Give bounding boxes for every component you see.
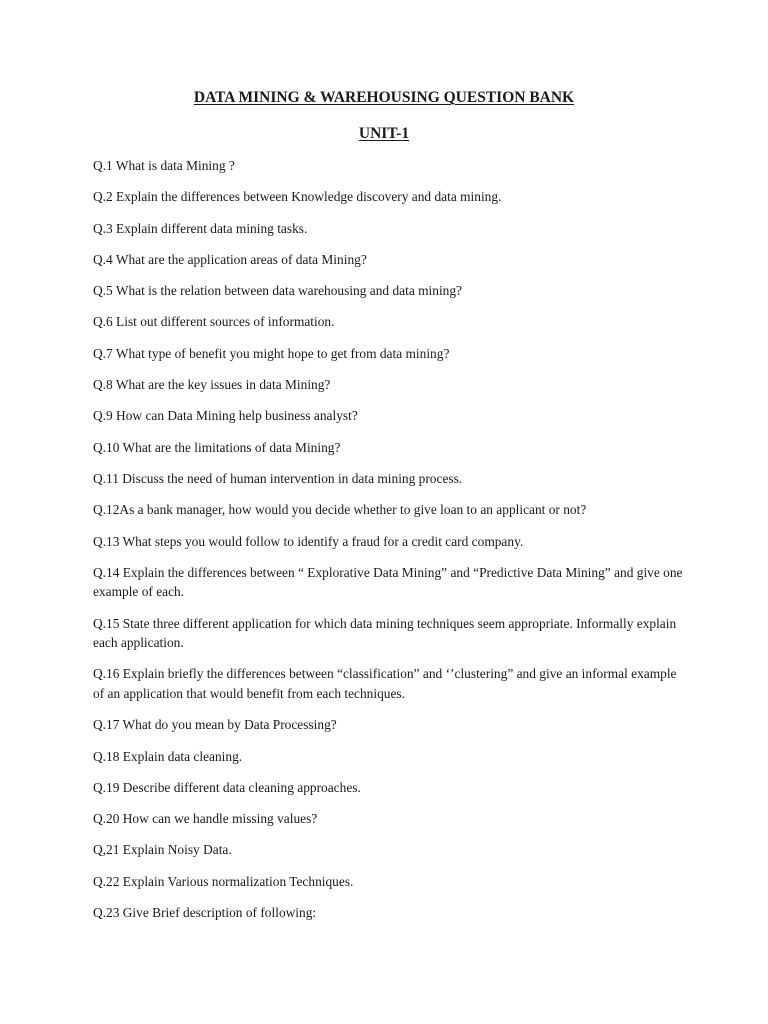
question-item: Q.11 Discuss the need of human intervention in data mining process.: [93, 470, 463, 486]
question-item: Q.10 What are the limitations of data Mining?: [93, 439, 341, 455]
question-item: Q.12As a bank manager, how would you decide whether to give loan to an applicant or not?: [93, 502, 587, 518]
question-item: Q.6 List out different sources of information.: [93, 314, 335, 330]
question-item: Q.13 What steps you would follow to identify a fraud for a credit card company.: [93, 533, 524, 549]
question-item: Q.18 Explain data cleaning.: [93, 748, 243, 764]
question-item: Q.14 Explain the differences between “ Explorative Data Mining” and “Predictive Data Mining” and give one example of each.: [93, 564, 683, 600]
question-item: Q.23 Give Brief description of following:: [93, 905, 317, 921]
question-item: Q.17 What do you mean by Data Processing?: [93, 717, 337, 733]
question-item: Q.4 What are the application areas of data Mining?: [93, 251, 367, 267]
question-item: Q.1 What is data Mining ?: [93, 158, 235, 173]
question-item: Q.3 Explain different data mining tasks.: [93, 220, 308, 236]
question-item: Q.9 How can Data Mining help business analyst?: [93, 408, 358, 424]
question-item: Q.20 How can we handle missing values?: [93, 811, 318, 827]
question-item: Q.7 What type of benefit you might hope to get from data mining?: [93, 345, 450, 361]
question-item: Q.2 Explain the differences between Knowledge discovery and data mining.: [93, 189, 502, 205]
question-list: [93, 156, 683, 934]
document-title: DATA MINING & WAREHOUSING QUESTION BANK: [193, 89, 575, 106]
question-item: Q.19 Describe different data cleaning approaches.: [93, 779, 361, 795]
question-item: Q.16 Explain briefly the differences between “classification” and ‘’clustering” and give an informal example of an application that would benefit from each techniques.: [93, 666, 677, 701]
question-item: Q.8 What are the key issues in data Mining?: [93, 377, 331, 393]
question-item: Q.15 State three different application for which data mining techniques seem appropriate. Informally explain each application.: [93, 615, 677, 651]
question-item: Q.22 Explain Various normalization Techniques.: [93, 873, 354, 889]
question-item: Q,21 Explain Noisy Data.: [93, 842, 232, 858]
question-item: Q.5 What is the relation between data warehousing and data mining?: [93, 283, 462, 299]
unit-heading: UNIT-1: [358, 125, 410, 142]
